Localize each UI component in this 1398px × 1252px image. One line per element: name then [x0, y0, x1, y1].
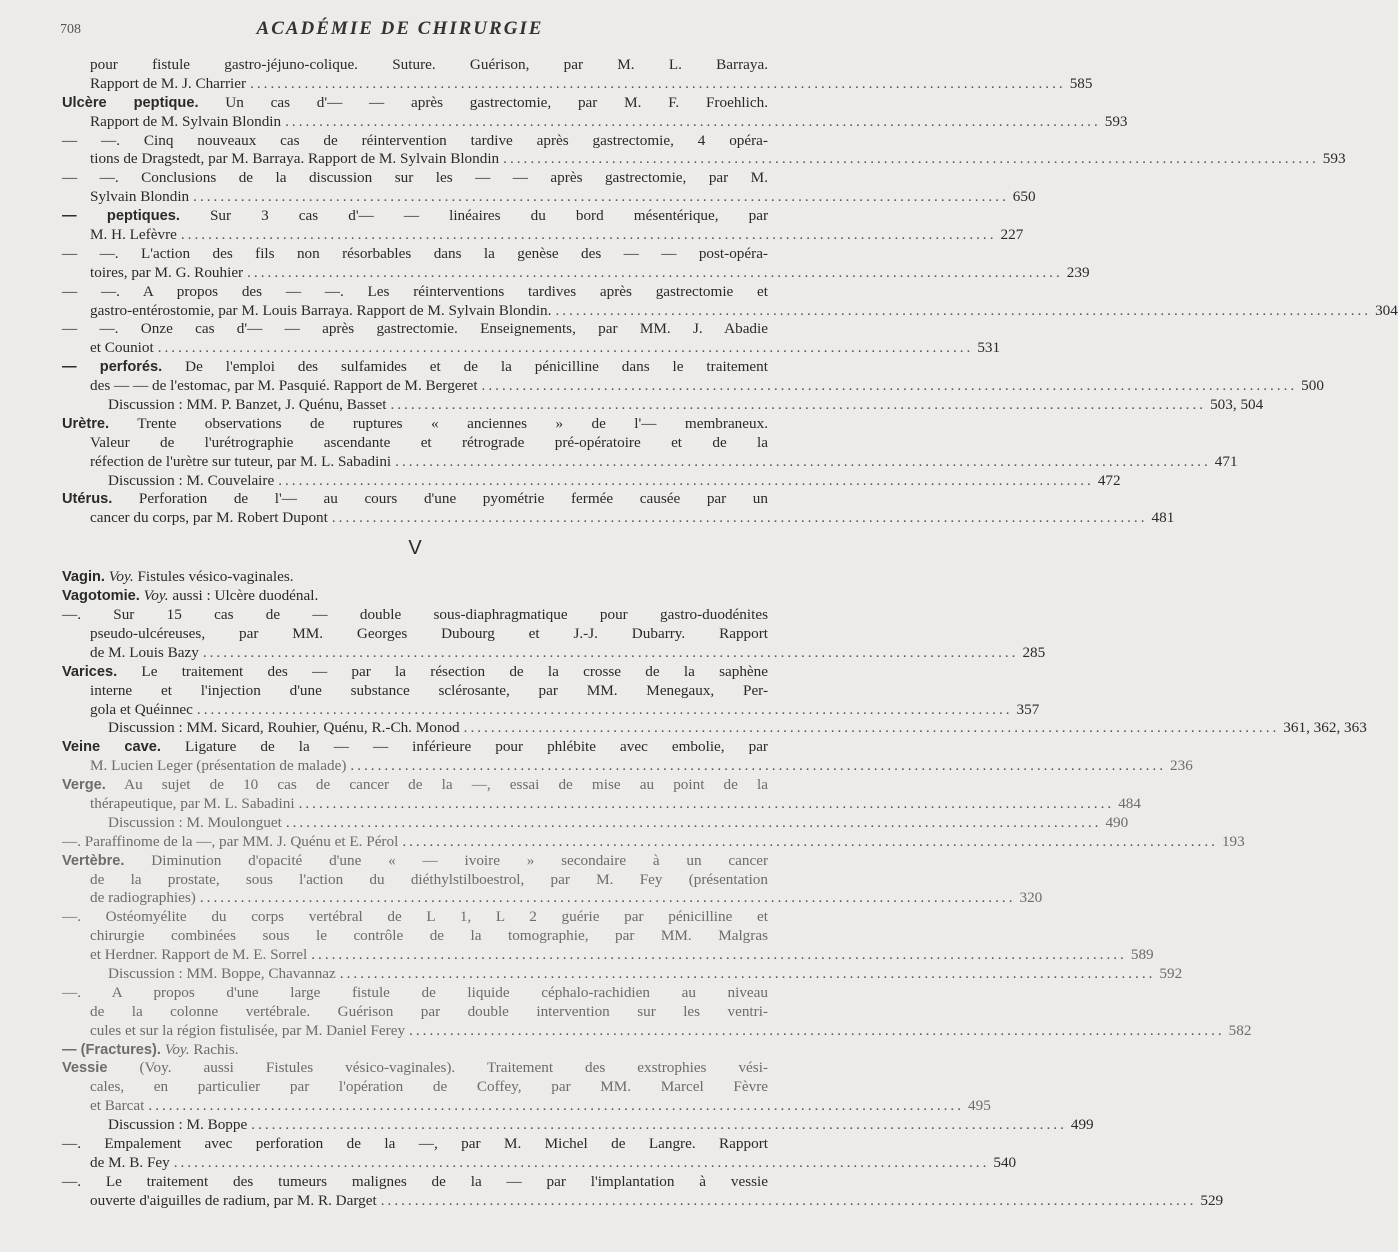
index-line — [62, 964, 1183, 984]
page-reference: 361, 362, 363 — [1283, 719, 1367, 737]
entry-keyword: Varices. — [62, 663, 118, 680]
entry-keyword: — (Fractures). — [62, 1041, 161, 1058]
entry-text: toires, par M. G. Rouhier — [90, 263, 244, 281]
entry-keyword: Utérus. — [62, 491, 113, 508]
entry-text: Sylvain Blondin — [90, 188, 190, 206]
page-reference: 589 — [1130, 946, 1154, 964]
page-reference: 585 — [1069, 74, 1093, 92]
index-line: pour fistule gastro-jéjuno-colique. Suture. Guérison, par M. L. Barraya. — [90, 56, 768, 73]
leader-dots: ........................................................................................................................ — [250, 74, 1066, 92]
index-line — [62, 643, 1046, 663]
entry-text: Discussion : M. Moulonguet — [108, 813, 282, 831]
page-reference: 285 — [1022, 643, 1046, 661]
leader-dots: ........................................................................................................................ — [157, 339, 974, 357]
entry-keyword: Vertèbre. — [62, 852, 125, 869]
index-line: — —. Cinq nouveaux cas de réintervention tardive après gastrectomie, 4 opéra- — [62, 131, 768, 149]
index-line: Vagotomie. Voy. aussi : Ulcère duodénal. — [62, 587, 319, 605]
page-reference: 304 — [1375, 301, 1398, 319]
page-reference: 529 — [1200, 1191, 1224, 1209]
index-line — [62, 832, 1245, 852]
page-reference: 236 — [1170, 757, 1193, 775]
index-line — [62, 719, 1367, 738]
entry-text: cancer du corps, par M. Robert Dupont — [90, 509, 328, 527]
index-line — [62, 757, 1193, 776]
section-letter: V — [408, 537, 422, 560]
index-line — [62, 188, 1036, 207]
index-line: Verge. Au sujet de 10 cas de cancer de la —, essai de mise au point de la — [62, 776, 768, 794]
index-line: Ulcère peptique. Un cas d'— — après gastrectomie, par M. F. Froehlich. — [62, 93, 768, 111]
index-line — [62, 1116, 1094, 1135]
page-reference: 593 — [1322, 150, 1346, 168]
index-line — [62, 396, 1264, 415]
index-line: pseudo-ulcéreuses, par MM. Georges Dubourg et J.-J. Dubarry. Rapport — [90, 624, 768, 642]
page-reference: 531 — [977, 339, 1001, 357]
index-line — [62, 112, 1128, 132]
page-reference: 495 — [968, 1097, 991, 1115]
entry-text: Discussion : M. Boppe — [108, 1116, 248, 1134]
entry-italic: Voy. — [104, 568, 134, 586]
section-v — [62, 568, 1367, 1210]
entry-text: —. Paraffinome de la —, par MM. J. Quénu et E. Pérol — [62, 832, 399, 850]
index-line — [62, 263, 1090, 283]
index-line: Vagin. Voy. Fistules vésico-vaginales. — [62, 568, 294, 586]
entry-italic: Voy. — [160, 1040, 190, 1058]
entry-keyword: Verge. — [62, 777, 106, 794]
leader-dots: ........................................................................................................................ — [481, 377, 1298, 395]
page-reference: 320 — [1019, 889, 1043, 907]
leader-dots: ........................................................................................................................ — [247, 263, 1063, 281]
index-line — [62, 1153, 1017, 1173]
index-line — [62, 889, 1043, 908]
entry-text: ouverte d'aiguilles de radium, par M. R. Darget — [90, 1191, 377, 1209]
index-line: — —. Onze cas d'— — après gastrectomie. Enseignements, par MM. J. Abadie — [62, 320, 768, 338]
leader-dots: ........................................................................................................................ — [380, 1191, 1197, 1209]
entry-text: gastro-entérostomie, par M. Louis Barraya. Rapport de M. Sylvain Blondin. — [90, 301, 552, 319]
index-content — [62, 56, 1398, 1211]
entry-text: et Herdner. Rapport de M. E. Sorrel — [90, 946, 308, 964]
index-line — [62, 1021, 1252, 1041]
entry-text: Rapport de M. J. Charrier — [90, 74, 247, 92]
leader-dots: ........................................................................................................................ — [180, 226, 997, 244]
index-line: Vessie (Voy. aussi Fistules vésico-vaginales). Traitement des exstrophies vési- — [62, 1059, 768, 1077]
index-line: — —. L'action des fils non résorbables dans la genèse des — — post-opéra- — [62, 244, 768, 262]
entry-text: tions de Dragstedt, par M. Barraya. Rapport de M. Sylvain Blondin — [90, 150, 500, 168]
page-reference: 650 — [1012, 188, 1036, 206]
page-reference: 472 — [1097, 471, 1121, 489]
page-header — [0, 18, 800, 42]
leader-dots: ........................................................................................................................ — [278, 471, 1094, 489]
page-reference: 582 — [1228, 1021, 1252, 1039]
index-line — [62, 377, 1324, 396]
entry-keyword: Vagotomie. — [62, 588, 140, 605]
page-number: 708 — [60, 22, 81, 37]
index-line: — peptiques. Sur 3 cas d'— — linéaires du bord mésentérique, par — [62, 207, 769, 225]
leader-dots: ........................................................................................................................ — [390, 396, 1207, 414]
entry-keyword: Urètre. — [62, 415, 110, 432]
leader-dots: ........................................................................................................................ — [193, 188, 1009, 206]
index-line — [62, 339, 1001, 358]
index-line — [62, 946, 1154, 965]
entry-text: et Couniot — [90, 339, 154, 357]
leader-dots: ........................................................................................................................ — [503, 150, 1319, 168]
index-line — [62, 700, 1040, 720]
index-line — [62, 1097, 991, 1116]
entry-text: Discussion : MM. P. Banzet, J. Quénu, Basset — [108, 396, 387, 414]
leader-dots: ........................................................................................................................ — [196, 700, 1013, 718]
index-line: Valeur de l'urétrographie ascendante et rétrograde pré-opératoire et de la — [90, 433, 768, 451]
leader-dots: ........................................................................................................................ — [285, 813, 1102, 831]
entry-text: cules et sur la région fistulisée, par M. Daniel Ferey — [90, 1021, 406, 1039]
index-line — [62, 813, 1129, 833]
leader-dots: ........................................................................................................................ — [298, 794, 1115, 812]
entry-text: M. Lucien Leger (présentation de malade) — [90, 757, 347, 775]
index-line: de la prostate, sous l'action du diéthylstilboestrol, par M. Fey (présentation — [90, 870, 768, 888]
leader-dots: ........................................................................................................................ — [463, 719, 1280, 737]
index-line: —. A propos d'une large fistule de liquide céphalo-rachidien au niveau — [62, 983, 768, 1001]
index-line: —. Empalement avec perforation de la —, par M. Michel de Langre. Rapport — [62, 1134, 768, 1152]
index-line — [62, 794, 1141, 814]
entry-text: Discussion : MM. Boppe, Chavannaz — [108, 964, 336, 982]
page-reference: 593 — [1104, 112, 1128, 130]
entry-text: thérapeutique, par M. L. Sabadini — [90, 794, 295, 812]
index-line: —. Sur 15 cas de — double sous-diaphragmatique pour gastro-duodénites — [62, 606, 768, 624]
page-reference: 500 — [1301, 377, 1324, 395]
entry-text: Discussion : MM. Sicard, Rouhier, Quénu, R.-Ch. Monod — [108, 719, 460, 737]
page-reference: 592 — [1159, 964, 1183, 982]
page-reference: 227 — [1000, 226, 1024, 244]
entry-keyword: — peptiques. — [62, 208, 180, 225]
leader-dots: ........................................................................................................................ — [202, 643, 1019, 661]
index-line — [62, 226, 1024, 245]
leader-dots: ........................................................................................................................ — [251, 1116, 1067, 1134]
index-line — [62, 471, 1121, 491]
page-reference: 499 — [1070, 1116, 1094, 1134]
entry-keyword: Vagin. — [62, 569, 105, 586]
page-reference: 471 — [1214, 452, 1238, 470]
page-reference: 481 — [1151, 509, 1175, 527]
index-line: — —. A propos des — —. Les réinterventions tardives après gastrectomie et — [62, 282, 768, 300]
leader-dots: ........................................................................................................................ — [339, 964, 1156, 982]
page-reference: 490 — [1105, 813, 1129, 831]
entry-text: et Barcat — [90, 1097, 145, 1115]
index-line — [62, 150, 1346, 169]
index-line: —. Le traitement des tumeurs malignes de la — par l'implantation à vessie — [62, 1172, 768, 1190]
leader-dots: ........................................................................................................................ — [285, 112, 1101, 130]
entry-keyword: Vessie — [62, 1060, 108, 1077]
index-line: — —. Conclusions de la discussion sur les — — après gastrectomie, par M. — [62, 169, 768, 187]
index-line: chirurgie combinées sous le contrôle de la tomographie, par MM. Malgras — [90, 927, 768, 945]
section-u — [62, 56, 1398, 528]
leader-dots: ........................................................................................................................ — [173, 1153, 990, 1171]
page-reference: 239 — [1066, 263, 1090, 281]
entry-text: de M. Louis Bazy — [90, 643, 199, 661]
entry-keyword: Veine cave. — [62, 739, 161, 756]
index-line: cales, en particulier par l'opération de Coffey, par MM. Marcel Fèvre — [90, 1078, 768, 1096]
index-line — [62, 1191, 1224, 1211]
leader-dots: ........................................................................................................................ — [331, 509, 1148, 527]
index-line: —. Ostéomyélite du corps vertébral de L 1, L 2 guérie par pénicilline et — [62, 908, 768, 926]
leader-dots: ........................................................................................................................ — [409, 1021, 1225, 1039]
entry-italic: Voy. — [139, 587, 169, 605]
leader-dots: ........................................................................................................................ — [311, 946, 1127, 964]
leader-dots: ........................................................................................................................ — [395, 452, 1211, 470]
index-line — [62, 452, 1238, 472]
leader-dots: ........................................................................................................................ — [555, 301, 1372, 319]
entry-text: de M. B. Fey — [90, 1153, 170, 1171]
entry-text: Discussion : M. Couvelaire — [108, 471, 275, 489]
entry-text: M. H. Lefèvre — [90, 226, 177, 244]
entry-text: gola et Quéinnec — [90, 700, 193, 718]
entry-text: de radiographies) — [90, 889, 196, 907]
entry-keyword: — perforés. — [62, 359, 163, 376]
leader-dots: ........................................................................................................................ — [402, 832, 1218, 850]
index-line: — perforés. De l'emploi des sulfamides et de la pénicilline dans le traitement — [62, 358, 768, 376]
leader-dots: ........................................................................................................................ — [148, 1097, 965, 1115]
page-reference: 540 — [993, 1153, 1017, 1171]
index-line: — (Fractures). Voy. Rachis. — [62, 1040, 239, 1058]
index-line: Varices. Le traitement des — par la résection de la crosse de la saphène — [62, 662, 768, 680]
entry-text: Rapport de M. Sylvain Blondin — [90, 112, 282, 130]
entry-text: réfection de l'urètre sur tuteur, par M. L. Sabadini — [90, 452, 392, 470]
index-line — [62, 509, 1175, 528]
leader-dots: ........................................................................................................................ — [199, 889, 1016, 907]
index-line: interne et l'injection d'une substance sclérosante, par MM. Menegaux, Per- — [90, 681, 768, 699]
index-line: Urètre. Trente observations de ruptures « anciennes » de l'— membraneux. — [62, 414, 768, 432]
entry-text: des — — de l'estomac, par M. Pasquié. Rapport de M. Bergeret — [90, 377, 478, 395]
page-reference: 503, 504 — [1210, 396, 1264, 414]
index-line — [62, 301, 1398, 321]
leader-dots: ........................................................................................................................ — [350, 757, 1167, 775]
page-reference: 357 — [1016, 700, 1040, 718]
index-line: Vertèbre. Diminution d'opacité d'une « — ivoire » secondaire à un cancer — [62, 851, 768, 869]
page-reference: 484 — [1118, 794, 1141, 812]
index-line: Veine cave. Ligature de la — — inférieure pour phlébite avec embolie, par — [62, 738, 768, 756]
index-line: de la colonne vertébrale. Guérison par double intervention sur les ventri- — [90, 1002, 768, 1020]
index-line: Utérus. Perforation de l'— au cours d'une pyométrie fermée causée par un — [62, 490, 768, 508]
entry-keyword: Ulcère peptique. — [62, 94, 199, 111]
page-reference: 193 — [1221, 832, 1245, 850]
index-line — [62, 74, 1093, 94]
running-title: ACADÉMIE DE CHIRURGIE — [256, 18, 544, 39]
